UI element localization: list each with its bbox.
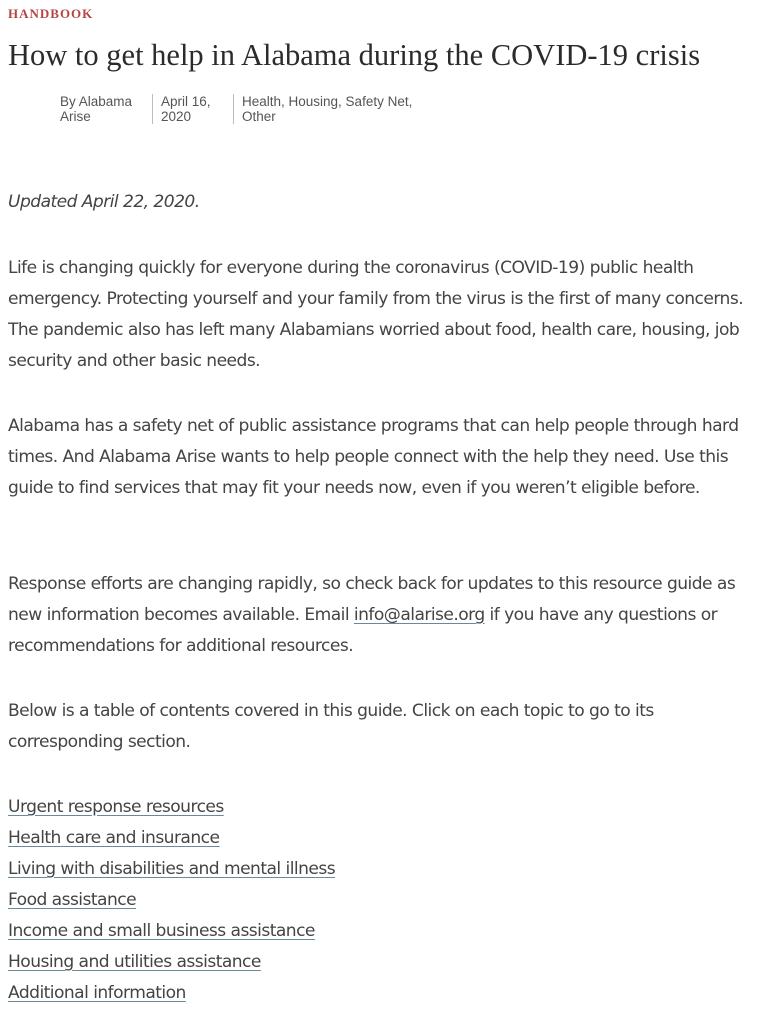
updates-text-start: Response efforts are changing rapidly, so check back for updates to this resource guide as new information becomes available. Email [8,574,736,625]
toc-item [8,823,335,854]
toc-link-disabilities[interactable]: Living with disabilities and mental illness [8,859,336,879]
toc-item [8,978,335,1009]
toc-link-additional[interactable]: Additional information [8,983,186,1003]
toc-item [8,792,335,823]
toc-item [8,854,335,885]
toc-link-housing[interactable]: Housing and utilities assistance [8,952,261,972]
toc-item [8,947,335,978]
updates-paragraph [8,569,764,662]
toc-link-food[interactable]: Food assistance [8,890,137,910]
topic-tags[interactable]: Health, Housing, Safety Net, Other [233,94,440,124]
table-of-contents [8,792,335,1009]
toc-item [8,885,335,916]
publish-date: April 16, 2020 [152,94,233,124]
safety-net-paragraph: Alabama has a safety net of public assistance programs that can help people through hard times. And Alabama Arise wants to help people connect with the help they need. Use this guide to find services that may fit your needs now, even if you weren’t eligible before. [8,416,739,498]
category-label[interactable]: HANDBOOK [8,6,94,21]
email-link[interactable]: info@alarise.org [353,605,485,625]
toc-item [8,916,335,947]
toc-intro-paragraph: Below is a table of contents covered in this guide. Click on each topic to go to its corresponding section. [8,701,654,752]
updates-text-end: if you have any questions or recommendations for additional resources. [8,605,718,656]
author-byline[interactable]: By Alabama Arise [60,94,133,124]
intro-paragraph: Life is changing quickly for everyone during the coronavirus (COVID-19) public health emergency. Protecting yourself and your family from the virus is the first of many concerns. The pandemic also has left many Alabamians worried about food, health care, housing, job security and other basic needs. [8,258,744,371]
toc-link-health-care[interactable]: Health care and insurance [8,828,220,848]
toc-link-income[interactable]: Income and small business assistance [8,921,315,941]
updated-note: Updated April 22, 2020. [8,192,200,212]
page-title: How to get help in Alabama during the COVID-19 crisis [8,38,701,72]
article-meta [60,94,440,124]
toc-link-urgent-response[interactable]: Urgent response resources [8,797,224,817]
